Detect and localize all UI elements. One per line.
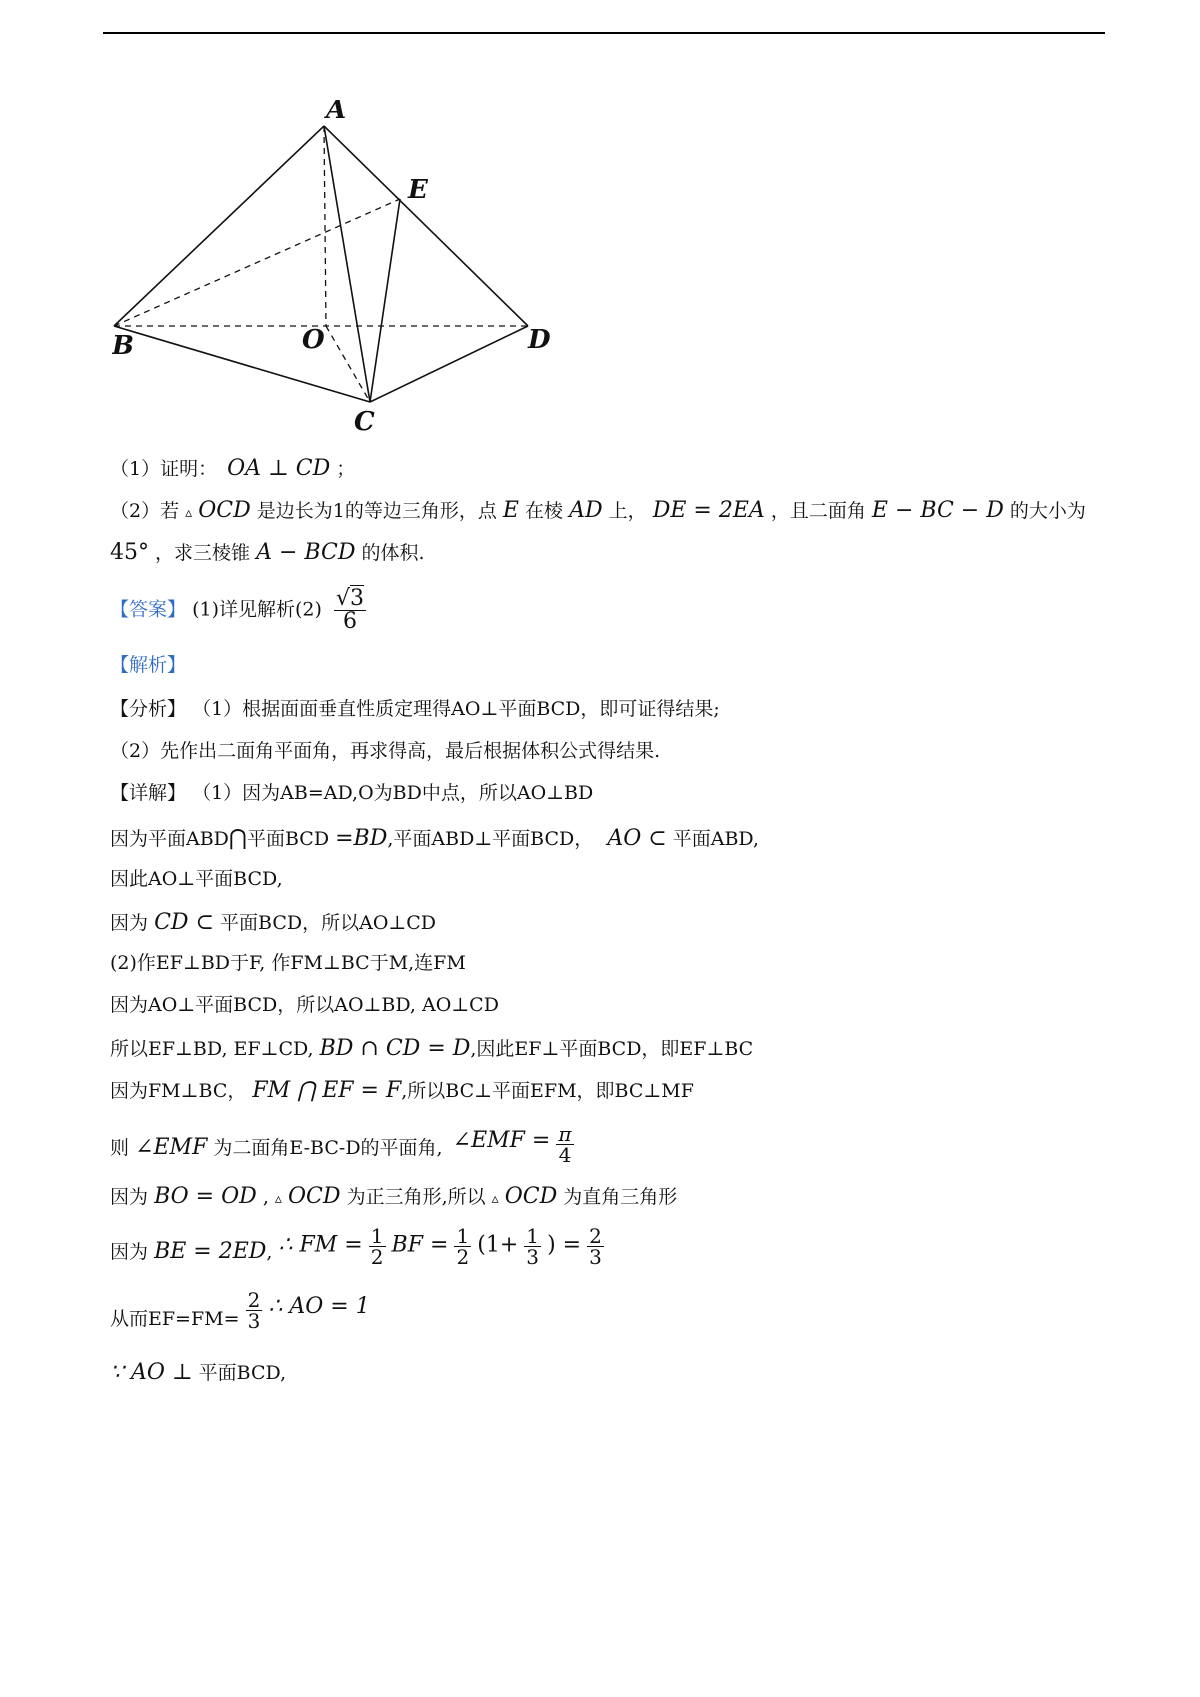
question-2-line-2 xyxy=(110,542,425,564)
frac1-den: 2 xyxy=(370,1245,384,1269)
detail-math-9b: ∠EMF = xyxy=(452,1128,551,1153)
detail-line-6 xyxy=(110,996,499,1015)
frac1-num: 1 xyxy=(370,1224,384,1248)
q2-math-DE: DE = 2EA xyxy=(652,498,765,523)
q2-math-E: E xyxy=(502,498,519,523)
pi-over-4-fraction xyxy=(556,1124,573,1165)
label-O: O xyxy=(302,325,325,355)
detail-text-8b: ,所以BC⊥平面EFM，即BC⊥MF xyxy=(401,1080,694,1102)
label-D: D xyxy=(528,325,551,355)
analysis-text-2: （2）先作出二面角平面角，再求得高，最后根据体积公式得结果. xyxy=(110,740,661,762)
detail-line-3 xyxy=(110,870,283,889)
fraction-two-thirds xyxy=(587,1226,604,1267)
detail-text-10b: , xyxy=(262,1186,269,1208)
edge-BC xyxy=(114,326,370,402)
label-A: A xyxy=(326,100,347,125)
detail-line-1 xyxy=(110,784,593,803)
detail-text-5: (2)作EF⊥BD于F, 作FM⊥BC于M,连FM xyxy=(110,952,466,974)
detail-line-4 xyxy=(110,912,436,934)
triangle-symbol: ▵ xyxy=(185,505,193,521)
top-rule xyxy=(103,32,1105,34)
fraction-half-2 xyxy=(454,1226,471,1267)
edge-AB xyxy=(114,126,324,326)
detail-line-8 xyxy=(110,1080,694,1102)
detail-math-11c: BF = xyxy=(391,1232,449,1258)
detail-text-9a: 则 xyxy=(110,1137,130,1159)
cap-symbol: ⋂ xyxy=(228,826,247,851)
answer-fraction xyxy=(334,588,366,633)
detail-text-10a: 因为 xyxy=(110,1186,149,1208)
detail-text-13: 平面BCD, xyxy=(198,1362,287,1384)
answer-denominator: 6 xyxy=(342,609,357,634)
frac-ef-num: 2 xyxy=(247,1288,261,1312)
q2-math-AD: AD xyxy=(569,498,603,523)
frac4-den: 3 xyxy=(589,1245,602,1269)
detail-text-12a: 从而EF=FM= xyxy=(110,1308,240,1330)
q2-text-2: 是边长为1的等边三角形，点 xyxy=(256,500,497,522)
analysis-line-2 xyxy=(110,742,660,761)
detail-line-12 xyxy=(110,1290,370,1331)
edge-EC xyxy=(370,199,400,402)
detail-math-11e: ) = xyxy=(547,1232,582,1258)
detail-text-9b: 为二面角E-BC-D的平面角, xyxy=(213,1137,443,1159)
q1-prefix: （1）证明： xyxy=(110,458,218,480)
label-C: C xyxy=(354,407,375,437)
detail-math-9: ∠EMF xyxy=(135,1135,208,1160)
detail-text-10d: 为直角三角形 xyxy=(563,1186,678,1208)
edge-AD xyxy=(324,126,528,326)
edge-DC xyxy=(370,326,528,402)
frac2-num: 1 xyxy=(456,1224,470,1248)
detail-line-7 xyxy=(110,1038,753,1060)
detail-text-8a: 因为FM⊥BC， xyxy=(110,1080,247,1102)
detail-math-4: CD ⊂ xyxy=(154,910,214,935)
detail-math-13: ∵ AO ⊥ xyxy=(110,1360,193,1385)
fraction-ef xyxy=(246,1290,263,1331)
detail-text-2b: 平面BCD xyxy=(246,828,330,850)
detail-text-2a: 因为平面ABD xyxy=(110,828,229,850)
edge-AC xyxy=(324,126,370,402)
q2-math-angle: E − BC − D xyxy=(871,498,1004,523)
detail-text-7b: ,因此EF⊥平面BCD，即EF⊥BC xyxy=(470,1038,754,1060)
detail-text-4a: 因为 xyxy=(110,912,149,934)
analysis-line-1 xyxy=(110,700,720,719)
q1-suffix: ； xyxy=(336,458,356,480)
detail-text-3: 因此AO⊥平面BCD, xyxy=(110,868,283,890)
triangle-symbol-3: ▵ xyxy=(491,1191,499,1207)
detail-line-10 xyxy=(110,1186,677,1208)
jiexi-tag: 【解析】 xyxy=(110,654,187,676)
fraction-half-1 xyxy=(369,1226,386,1267)
tetrahedron-figure xyxy=(112,100,572,440)
question-2-line-1 xyxy=(110,500,1086,522)
detail-math-7: BD ∩ CD = D xyxy=(319,1036,471,1061)
frac3-num: 1 xyxy=(526,1224,540,1248)
answer-sqrt-arg: 3 xyxy=(349,586,364,611)
detail-text-2d: 平面ABD, xyxy=(672,828,760,850)
frac4-num: 2 xyxy=(589,1224,602,1248)
frac-ef-den: 3 xyxy=(247,1309,261,1333)
detail-math-10: BO = OD xyxy=(154,1184,257,1209)
detail-math-8: FM ⋂ EF = F xyxy=(252,1078,402,1103)
q2-text-5: ，且二面角 xyxy=(770,500,866,522)
detail-text-7a: 所以EF⊥BD, EF⊥CD, xyxy=(110,1038,314,1060)
detail-line-5 xyxy=(110,954,466,973)
detail-text-6: 因为AO⊥平面BCD，所以AO⊥BD, AO⊥CD xyxy=(110,994,499,1016)
detail-math-11b: ∴ FM = xyxy=(278,1232,363,1258)
detail-text-4b: 平面BCD，所以AO⊥CD xyxy=(220,912,437,934)
label-E: E xyxy=(408,175,428,205)
answer-numerator: √3 xyxy=(335,586,364,611)
detail-text-2c: ,平面ABD⊥平面BCD， xyxy=(387,828,594,850)
frac3-den: 3 xyxy=(526,1245,540,1269)
detail-tag: 【详解】 xyxy=(110,782,187,804)
q2-text-3: 在棱 xyxy=(525,500,564,522)
q2-text-8: 的体积. xyxy=(361,542,425,564)
label-B: B xyxy=(112,331,134,361)
detail-math-10c: OCD xyxy=(504,1184,558,1209)
detail-text-10c: 为正三角形,所以 xyxy=(346,1186,486,1208)
detail-text-11b: , xyxy=(266,1241,273,1263)
detail-math-10b: OCD xyxy=(288,1184,341,1209)
q2-text-1: （2）若 xyxy=(110,500,180,522)
q2-text-6: 的大小为 xyxy=(1009,500,1086,522)
dashed-AO xyxy=(324,126,326,326)
pi-numerator: π xyxy=(558,1122,572,1146)
detail-line-2 xyxy=(110,828,759,850)
dashed-BE xyxy=(114,199,400,326)
answer-line xyxy=(110,588,366,633)
answer-tag: 【答案】 xyxy=(110,598,187,621)
detail-line-13 xyxy=(110,1362,286,1384)
detail-math-2: =BD xyxy=(335,826,388,851)
triangle-symbol-2: ▵ xyxy=(274,1191,282,1207)
detail-math-2b: AO ⊂ xyxy=(607,826,667,851)
jiexi-line xyxy=(110,656,186,675)
q2-text-7: ，求三棱锥 xyxy=(155,542,251,564)
frac2-den: 2 xyxy=(456,1245,470,1269)
detail-text-11a: 因为 xyxy=(110,1241,149,1263)
question-1 xyxy=(110,458,355,480)
q2-math-ABCD: A − BCD xyxy=(256,540,356,565)
analysis-text-1: （1）根据面面垂直性质定理得AO⊥平面BCD，即可证得结果; xyxy=(192,698,720,720)
q2-math-OCD: OCD xyxy=(198,498,251,523)
detail-text-1: （1）因为AB=AD,O为BD中点，所以AO⊥BD xyxy=(192,782,594,804)
answer-text: (1)详见解析(2) xyxy=(192,598,322,621)
q2-math-45: 45° xyxy=(110,540,149,565)
figure-svg xyxy=(112,100,572,440)
detail-math-12: ∴ AO = 1 xyxy=(268,1294,370,1319)
detail-math-11: BE = 2ED xyxy=(154,1239,267,1264)
detail-line-11 xyxy=(110,1226,604,1267)
fraction-third xyxy=(524,1226,541,1267)
q1-math: OA ⊥ CD xyxy=(227,456,331,481)
q2-text-4: 上， xyxy=(608,500,647,522)
detail-math-11d: (1+ xyxy=(477,1232,519,1258)
analysis-tag: 【分析】 xyxy=(110,698,187,720)
detail-line-9 xyxy=(110,1124,574,1165)
pi-denominator: 4 xyxy=(558,1143,572,1167)
